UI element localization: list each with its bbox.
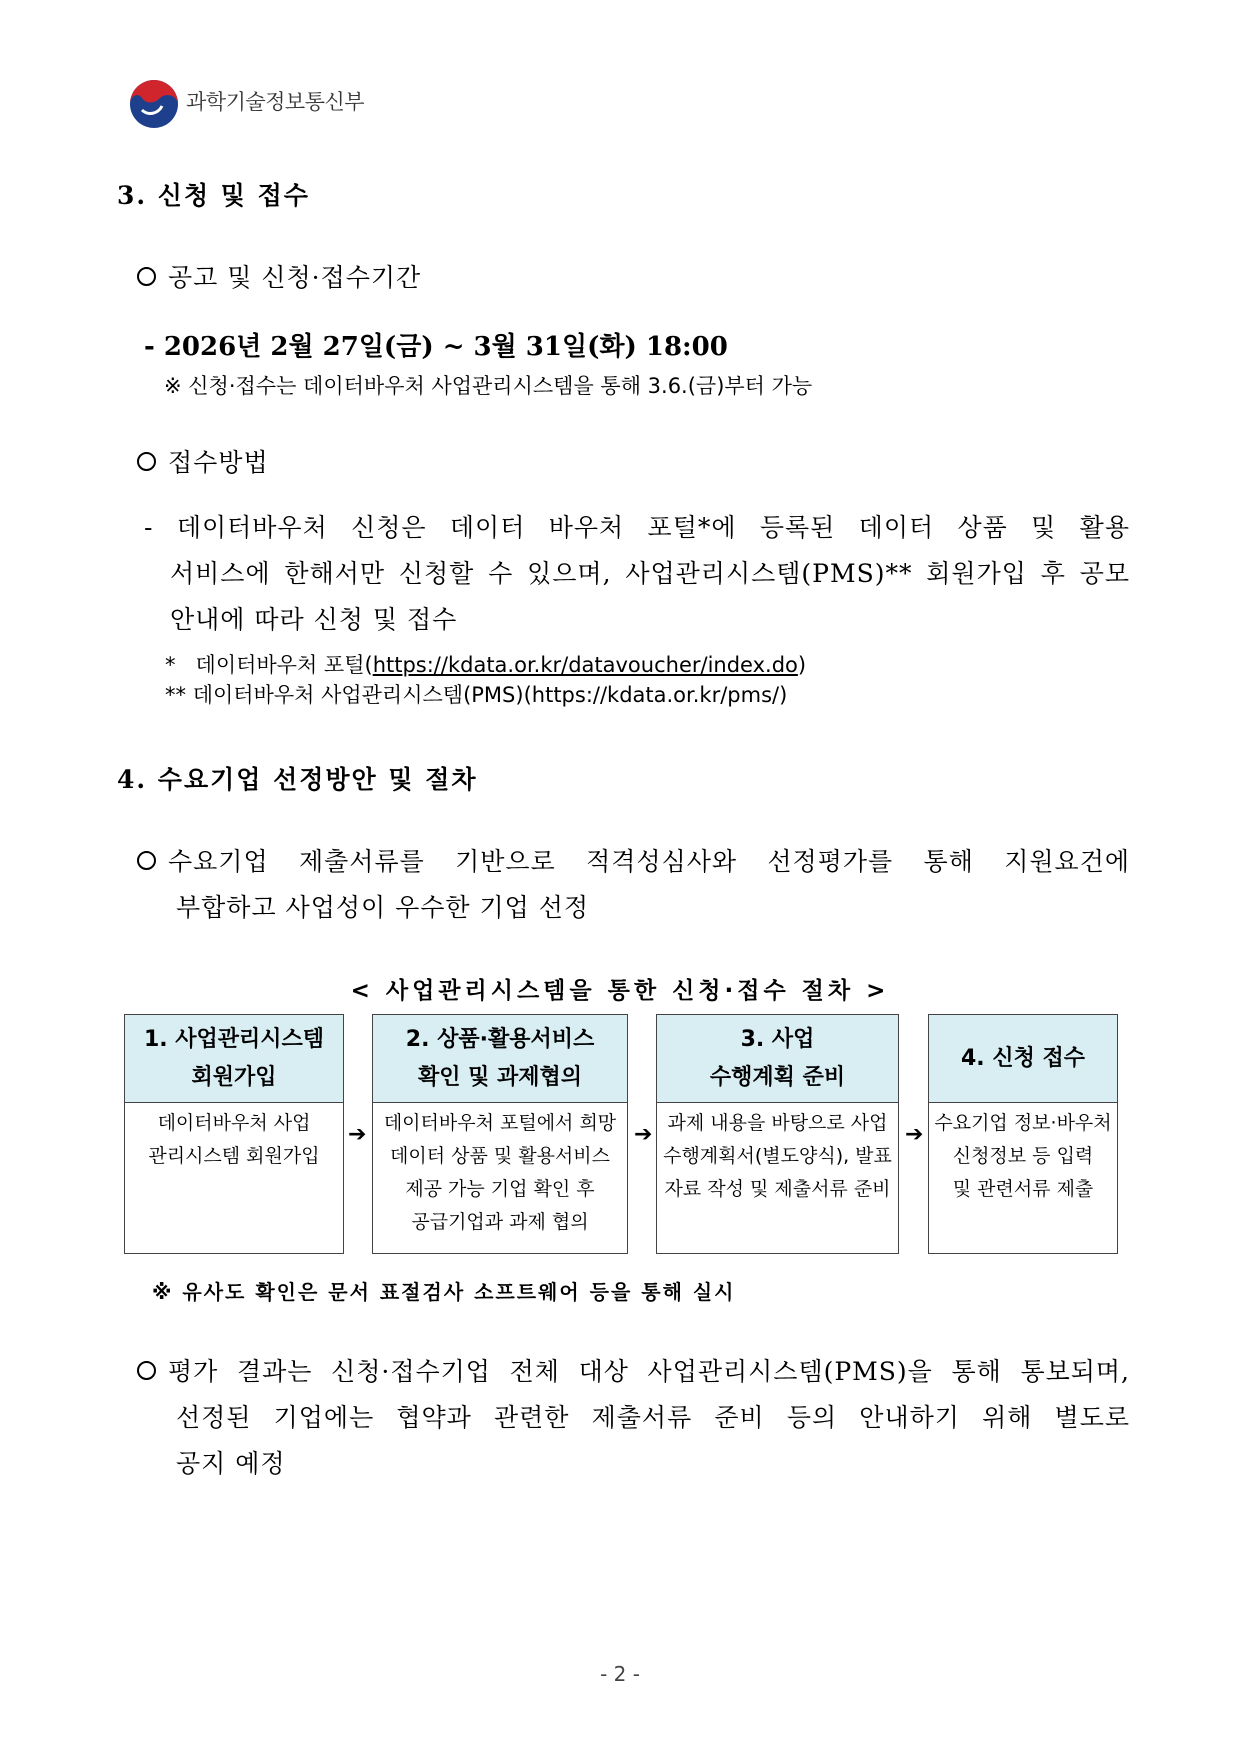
arrow-right-icon: ➔ [905, 1122, 924, 1147]
step-head [657, 1015, 898, 1103]
step-body-line: 데이터 상품 및 활용서비스 [389, 1145, 610, 1167]
section4-bullet-2-line-3: 공지 예정 [176, 1449, 286, 1478]
bullet-text: 평가 결과는 신청·접수기업 전체 대상 사업관리시스템(PMS)을 통해 통보되며, [168, 1357, 1130, 1386]
section3-title: 3. 신청 및 접수 [117, 181, 310, 210]
step-body-line: 데이터바우처 포털에서 희망 [383, 1112, 617, 1134]
step-head-line: 4. 신청 접수 [961, 1045, 1085, 1071]
step-head [929, 1015, 1117, 1103]
step-body-line: 데이터바우처 사업 [157, 1112, 311, 1134]
section4-bullet-2-line-1 [137, 1352, 1130, 1388]
step-body-line: 및 관련서류 제출 [952, 1178, 1094, 1200]
section4-title: 4. 수요기업 선정방안 및 절차 [117, 765, 478, 794]
section4-bullet-1-line-1 [137, 842, 1130, 878]
circle-bullet-icon [137, 452, 156, 471]
footnote-mark: * [165, 653, 176, 677]
step-body-line: 제공 가능 기업 확인 후 [405, 1178, 595, 1200]
method-line-2: 서비스에 한해서만 신청할 수 있으며, 사업관리시스템(PMS)** 회원가입 후 공모 [170, 559, 1130, 588]
flow-title: < 사업관리시스템을 통한 신청·접수 절차 > [350, 978, 890, 1004]
circle-bullet-icon [137, 851, 156, 870]
method-line-3: 안내에 따라 신청 및 접수 [170, 605, 458, 634]
flow-step-4 [928, 1014, 1118, 1254]
step-head-line: 3. 사업 [740, 1026, 815, 1052]
footnote-text: 데이터바우처 포털( [195, 653, 373, 677]
step-body [929, 1103, 1117, 1206]
method-line-1: - 데이터바우처 신청은 데이터 바우처 포털*에 등록된 데이터 상품 및 활용 [144, 513, 1130, 542]
step-head [125, 1015, 343, 1103]
arrow-right-icon: ➔ [634, 1122, 653, 1147]
footnote-close: ) [797, 653, 807, 677]
circle-bullet-icon [137, 267, 156, 286]
step-head-line: 확인 및 과제협의 [417, 1064, 583, 1090]
section3-bullet-period [137, 258, 421, 294]
step-body-line: 관리시스템 회원가입 [148, 1145, 320, 1167]
step-body-line: 공급기업과 과제 협의 [411, 1211, 589, 1233]
section4-bullet-2-line-2: 선정된 기업에는 협약과 관련한 제출서류 준비 등의 안내하기 위해 별도로 [176, 1403, 1130, 1432]
bullet-text: 수요기업 제출서류를 기반으로 적격성심사와 선정평가를 통해 지원요건에 [168, 847, 1130, 876]
ministry-name: 과학기술정보통신부 [186, 90, 365, 114]
step-head-line: 수행계획 준비 [709, 1064, 846, 1090]
step-body-line: 과제 내용을 바탕으로 사업 [667, 1112, 888, 1134]
footnote-text: 데이터바우처 사업관리시스템(PMS)(https://kdata.or.kr/pms/) [192, 683, 788, 707]
step-head [373, 1015, 627, 1103]
portal-link[interactable]: https://kdata.or.kr/datavoucher/index.do [372, 653, 798, 677]
ministry-logo [128, 78, 180, 130]
flow-step-1 [124, 1014, 344, 1254]
step-body [373, 1103, 627, 1239]
step-head-line: 회원가입 [191, 1064, 277, 1090]
step-body-line: 신청정보 등 입력 [952, 1145, 1094, 1167]
flow-step-2 [372, 1014, 628, 1254]
arrow-right-icon: ➔ [348, 1122, 367, 1147]
application-period: - 2026년 2월 27일(금) ~ 3월 31일(화) 18:00 [144, 332, 728, 362]
section3-bullet-method [137, 443, 269, 479]
step-head-line: 1. 사업관리시스템 [143, 1026, 325, 1052]
bullet-label: 접수방법 [168, 448, 269, 477]
period-note: ※ 신청·접수는 데이터바우처 사업관리시스템을 통해 3.6.(금)부터 가능 [164, 374, 813, 398]
flow-step-3 [656, 1014, 899, 1254]
step-body-line: 수요기업 정보·바우처 [934, 1112, 1112, 1134]
section4-bullet-1-line-2: 부합하고 사업성이 우수한 기업 선정 [176, 893, 590, 922]
step-body-line: 자료 작성 및 제출서류 준비 [664, 1178, 891, 1200]
bullet-label: 공고 및 신청·접수기간 [168, 263, 422, 292]
step-body-line: 수행계획서(별도양식), 발표 [663, 1145, 892, 1167]
footnote-mark: ** [165, 683, 186, 707]
step-body [125, 1103, 343, 1173]
footnote-1 [165, 649, 806, 679]
circle-bullet-icon [137, 1361, 156, 1380]
page-number: - 2 - [600, 1662, 640, 1686]
step-head-line: 2. 상품·활용서비스 [405, 1026, 595, 1052]
footnote-2 [165, 679, 787, 709]
flow-note: ※ 유사도 확인은 문서 표절검사 소프트웨어 등을 통해 실시 [152, 1280, 736, 1304]
step-body [657, 1103, 898, 1206]
